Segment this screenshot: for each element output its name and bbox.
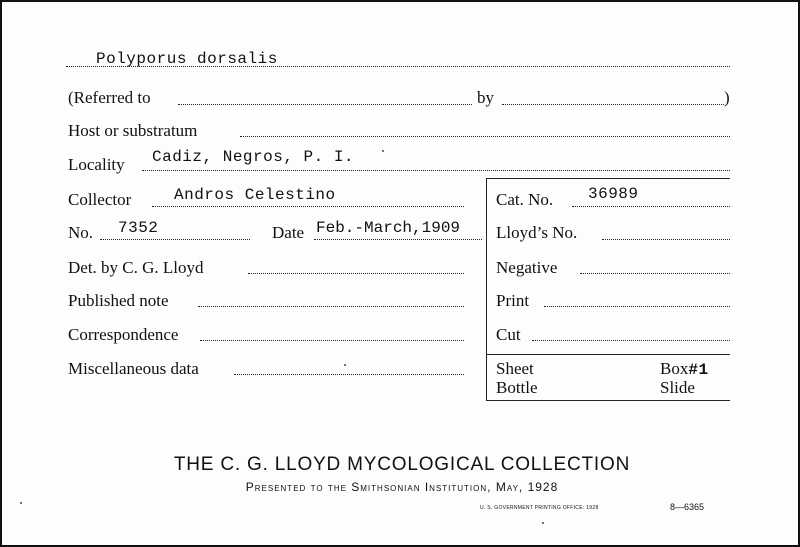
- correspondence-line: [200, 340, 464, 341]
- date-value: Feb.-March,1909: [316, 219, 461, 237]
- negative-line: [580, 273, 730, 274]
- collector-label: Collector: [68, 190, 132, 209]
- scan-speck: [542, 522, 544, 524]
- cat-line: [572, 206, 730, 207]
- date-line: [314, 239, 482, 240]
- box-label: Box: [660, 359, 689, 378]
- collector-value: Andros Celestino: [174, 186, 336, 204]
- published-label: Published note: [68, 291, 169, 310]
- by-line: [502, 104, 724, 105]
- no-line: [100, 239, 250, 240]
- scan-speck: [20, 502, 22, 504]
- box-value: #1: [688, 361, 709, 379]
- locality-label: Locality: [68, 155, 125, 174]
- referred-close: ): [724, 88, 730, 107]
- form-code: 8—6365: [670, 502, 705, 512]
- cat-value: 36989: [588, 185, 639, 203]
- print-line: [544, 306, 730, 307]
- det-line: [248, 273, 464, 274]
- negative-label: Negative: [496, 258, 558, 277]
- misc-label: Miscellaneous data: [68, 359, 199, 378]
- catalog-box-rule: [486, 354, 730, 355]
- det-label: Det. by C. G. Lloyd: [68, 258, 204, 277]
- host-line: [240, 136, 730, 137]
- lloyds-label: Lloyd’s No.: [496, 223, 578, 242]
- footer-title: THE C. G. LLOYD MYCOLOGICAL COLLECTION: [173, 454, 631, 475]
- locality-value: Cadiz, Negros, P. I.: [152, 148, 355, 166]
- host-label: Host or substratum: [68, 121, 198, 140]
- printer-line: U. S. GOVERNMENT PRINTING OFFICE: 1928: [480, 505, 599, 511]
- footer-subtitle: Presented to the Smithsonian Institution, May, 1928: [245, 480, 559, 494]
- lloyds-line: [602, 239, 730, 240]
- date-label: Date: [272, 223, 305, 242]
- catalog-box-bottom: [486, 400, 730, 401]
- correspondence-label: Correspondence: [68, 325, 179, 344]
- published-line: [198, 306, 464, 307]
- bottle-label: Bottle: [496, 378, 538, 397]
- catalog-box-top: [486, 178, 730, 179]
- referred-label: (Referred to: [68, 88, 151, 107]
- scan-speck: [382, 150, 384, 152]
- catalog-box-divider: [486, 178, 487, 400]
- print-label: Print: [496, 291, 530, 310]
- referred-line: [178, 104, 472, 105]
- by-label: by: [477, 88, 494, 107]
- cut-label: Cut: [496, 325, 521, 344]
- cut-line: [532, 340, 730, 341]
- sheet-label: Sheet: [496, 359, 534, 378]
- specimen-name: Polyporus dorsalis: [96, 50, 278, 68]
- cat-label: Cat. No.: [496, 190, 554, 209]
- no-label: No.: [68, 223, 94, 242]
- box-field: [660, 359, 709, 379]
- no-value: 7352: [118, 219, 159, 237]
- misc-line: [234, 374, 464, 375]
- locality-line: [142, 170, 730, 171]
- slide-label: Slide: [660, 378, 695, 397]
- scan-speck: [344, 364, 346, 366]
- collector-line: [152, 206, 464, 207]
